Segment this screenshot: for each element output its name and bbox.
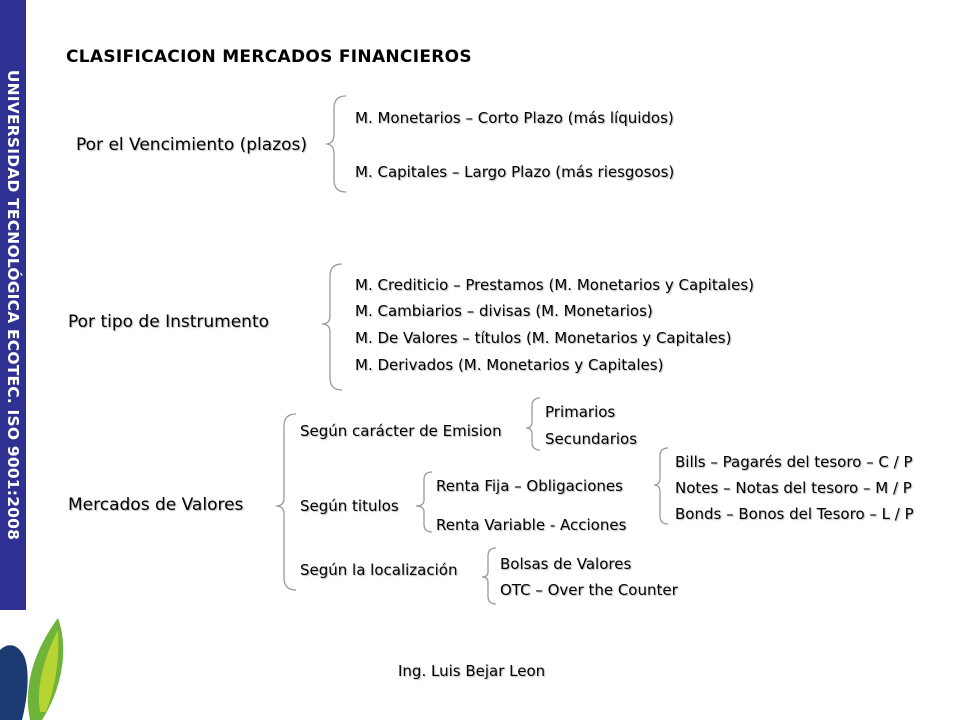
university-name: UNIVERSIDAD TECNOLÓGICA ECOTEC. ISO 9001:2008	[4, 69, 22, 541]
item-crediticio: M. Crediticio – Prestamos (M. Monetarios y Capitales)	[355, 276, 754, 294]
author-footer: Ing. Luis Bejar Leon	[398, 662, 546, 680]
item-primarios: Primarios	[545, 403, 616, 421]
sub-localizacion: Según la localización	[300, 561, 458, 579]
item-capitales: M. Capitales – Largo Plazo (más riesgosos)	[355, 163, 675, 181]
item-monetarios: M. Monetarios – Corto Plazo (más líquidos)	[355, 109, 674, 127]
sub-titulos: Según titulos	[300, 497, 399, 515]
brace-localizacion	[482, 548, 496, 604]
category-valores: Mercados de Valores	[68, 495, 244, 515]
item-cambiarios: M. Cambiarios – divisas (M. Monetarios)	[355, 302, 653, 320]
brace-emision	[526, 398, 540, 450]
brace-bonos	[654, 448, 668, 524]
sub-emision: Según carácter de Emision	[300, 422, 502, 440]
item-renta-variable: Renta Variable - Acciones	[436, 516, 627, 534]
item-otc: OTC – Over the Counter	[500, 581, 678, 599]
brace-titulos	[416, 472, 432, 532]
item-renta-fija: Renta Fija – Obligaciones	[436, 477, 623, 495]
brace-vencimiento	[326, 96, 346, 192]
brace-instrumento	[322, 264, 342, 390]
item-bonds: Bonds – Bonos del Tesoro – L / P	[675, 505, 914, 523]
item-de-valores: M. De Valores – títulos (M. Monetarios y Capitales)	[355, 329, 732, 347]
brace-valores	[276, 414, 296, 590]
item-derivados: M. Derivados (M. Monetarios y Capitales)	[355, 356, 664, 374]
item-notes: Notes – Notas del tesoro – M / P	[675, 479, 912, 497]
item-secundarios: Secundarios	[545, 430, 638, 448]
category-instrumento: Por tipo de Instrumento	[68, 312, 270, 332]
item-bolsas: Bolsas de Valores	[500, 555, 632, 573]
item-bills: Bills – Pagarés del tesoro – C / P	[675, 453, 913, 471]
page-title: CLASIFICACION MERCADOS FINANCIEROS	[66, 47, 472, 67]
category-vencimiento: Por el Vencimiento (plazos)	[76, 135, 308, 155]
